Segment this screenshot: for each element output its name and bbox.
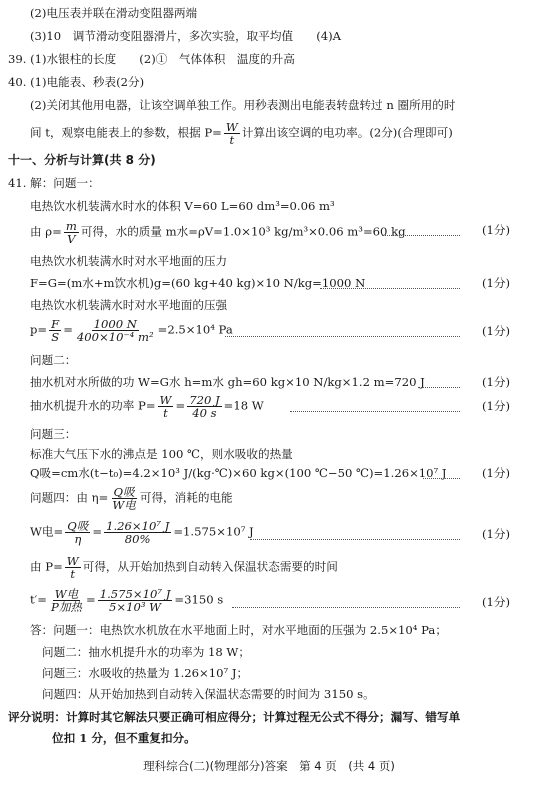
score-mark: (1分) xyxy=(481,595,510,609)
line-q4-head: 问题四：由 η= Q吸 W电 可得，消耗的电能 xyxy=(30,485,233,512)
fraction-f-over-s: $\frac{F}{S}$ xyxy=(51,317,60,344)
answer-4: 问题四：从开始加热到自动转入保温状态需要的时间为 3150 s。 xyxy=(42,687,375,701)
answer-1: 答：问题一：电热饮水机放在水平地面上时，对水平地面的压强为 2.5×10⁴ Pa； xyxy=(30,623,447,637)
fraction-efficiency: Q吸 W电 xyxy=(112,485,136,512)
line-time-head: 由 P= $\frac{W}{t}$ 可得，从开始加热到自动转入保温状态需要的时间 xyxy=(30,554,338,581)
dot-leader xyxy=(382,234,460,236)
dot-leader xyxy=(250,538,460,540)
page-footer: 理科综合(二)(物理部分)答案 第 4 页 (共 4 页) xyxy=(143,759,395,773)
fraction-w-over-t: $\frac{W}{t}$ xyxy=(66,554,79,581)
line-q38-2: (2)电压表并联在滑动变阻器两端 xyxy=(30,6,198,20)
score-mark: (1分) xyxy=(481,527,510,541)
line-force-title: 电热饮水机装满水时对水平地面的压力 xyxy=(30,254,228,268)
score-mark: (1分) xyxy=(481,375,510,389)
line-q40-1: 40. (1)电能表、秒表(2分) xyxy=(8,75,145,89)
line-work: 抽水机对水所做的功 W=G水 h=m水 gh=60 kg×10 N/kg×1.2 m=720 J xyxy=(30,375,425,389)
fraction-pressure-values: $\frac{1000 N}{\text{400×10⁻⁴ m²}}$ xyxy=(76,317,154,344)
line-q38-3: (3)10 调节滑动变阻器滑片，多次实验，取平均值 (4)A xyxy=(30,29,342,43)
scoring-note-cont: 位扣 1 分，但不重复扣分。 xyxy=(52,731,196,745)
fraction-w-over-t: $\frac{W}{t}$ xyxy=(159,393,172,420)
fraction-power-values: $\frac{720 J}{40 s}$ xyxy=(189,393,220,420)
line-q39: 39. (1)水银柱的长度 (2)① 气体体积 温度的升高 xyxy=(8,52,295,66)
fraction-energy-values: $\frac{\text{1.26×10⁷ J}}{80\%}$ xyxy=(106,519,170,546)
dot-leader xyxy=(320,287,460,289)
fraction-q-over-eta: Q吸 η xyxy=(67,519,89,546)
dot-leader xyxy=(225,335,460,337)
dot-leader xyxy=(423,477,460,479)
line-boiling: 标准大气压下水的沸点是 100 ℃，则水吸收的热量 xyxy=(30,447,293,461)
answer-2: 问题二：抽水机提升水的功率为 18 W； xyxy=(42,645,250,659)
line-mass: 由 ρ= $\frac{m}{V}$ 可得，水的质量 m水=ρV=1.0×10³ kg/m³×0.06 m³=60 kg xyxy=(30,219,406,246)
score-mark: (1分) xyxy=(481,223,510,237)
score-mark: (1分) xyxy=(481,466,510,480)
line-pressure: p= $\frac{F}{S}$ = $\frac{1000 N}{\text{400×10⁻⁴ m²}}$ =2.5×10⁴ Pa xyxy=(30,317,233,344)
dot-leader xyxy=(232,606,460,608)
section-heading: 十一、分析与计算(共 8 分) xyxy=(8,153,156,167)
line-force: F=G=(m水+m饮水机)g=(60 kg+40 kg)×10 N/kg=1000 N xyxy=(30,276,366,290)
line-volume: 电热饮水机装满水时水的体积 V=60 L=60 dm³=0.06 m³ xyxy=(30,199,335,213)
line-energy: W电= Q吸 η = $\frac{\text{1.26×10⁷ J}}{80\%}$ =1.575×10⁷ J xyxy=(30,519,254,546)
score-mark: (1分) xyxy=(481,399,510,413)
fraction-w-over-t: $\frac{W}{t}$ xyxy=(225,120,238,147)
score-mark: (1分) xyxy=(481,276,510,290)
dot-leader xyxy=(418,386,460,388)
line-q2-head: 问题二： xyxy=(30,353,77,367)
line-q3-head: 问题三： xyxy=(30,427,77,441)
fraction-time-values: $\frac{\text{1.575×10⁷ J}}{\text{5×10³ W}}$ xyxy=(99,587,171,614)
answer-3: 问题三：水吸收的热量为 1.26×10⁷ J； xyxy=(42,666,249,680)
line-power: 抽水机提升水的功率 P= $\frac{W}{t}$ = $\frac{720 J}{40 s}$ =18 W xyxy=(30,393,264,420)
fraction-m-over-v: $\frac{m}{V}$ xyxy=(65,219,77,246)
scoring-note: 评分说明：计算时其它解法只要正确可相应得分；计算过程无公式不得分；漏写、错写单 xyxy=(8,710,461,724)
line-q40-2: (2)关闭其他用电器，让该空调单独工作。用秒表测出电能表转盘转过 n 圈所用的时 xyxy=(30,98,456,112)
line-pressure-title: 电热饮水机装满水时对水平地面的压强 xyxy=(30,298,228,312)
line-q41-head: 41. 解：问题一： xyxy=(8,176,100,190)
line-time: t′= W电 P加热 = $\frac{\text{1.575×10⁷ J}}{\text{5×10³ W}}$ =3150 s xyxy=(30,587,224,614)
dot-leader xyxy=(290,410,460,412)
line-heat: Q吸=cm水(t−t₀)=4.2×10³ J/(kg·℃)×60 kg×(100 ℃−50 ℃)=1.26×10⁷ J xyxy=(30,466,447,480)
line-q40-3: 间 t，观察电能表上的参数，根据 P= $\frac{W}{t}$ 计算出该空调的电功率。(2分)(合理即可) xyxy=(30,120,453,147)
score-mark: (1分) xyxy=(481,324,510,338)
fraction-w-over-p: W电 P加热 xyxy=(51,587,83,614)
